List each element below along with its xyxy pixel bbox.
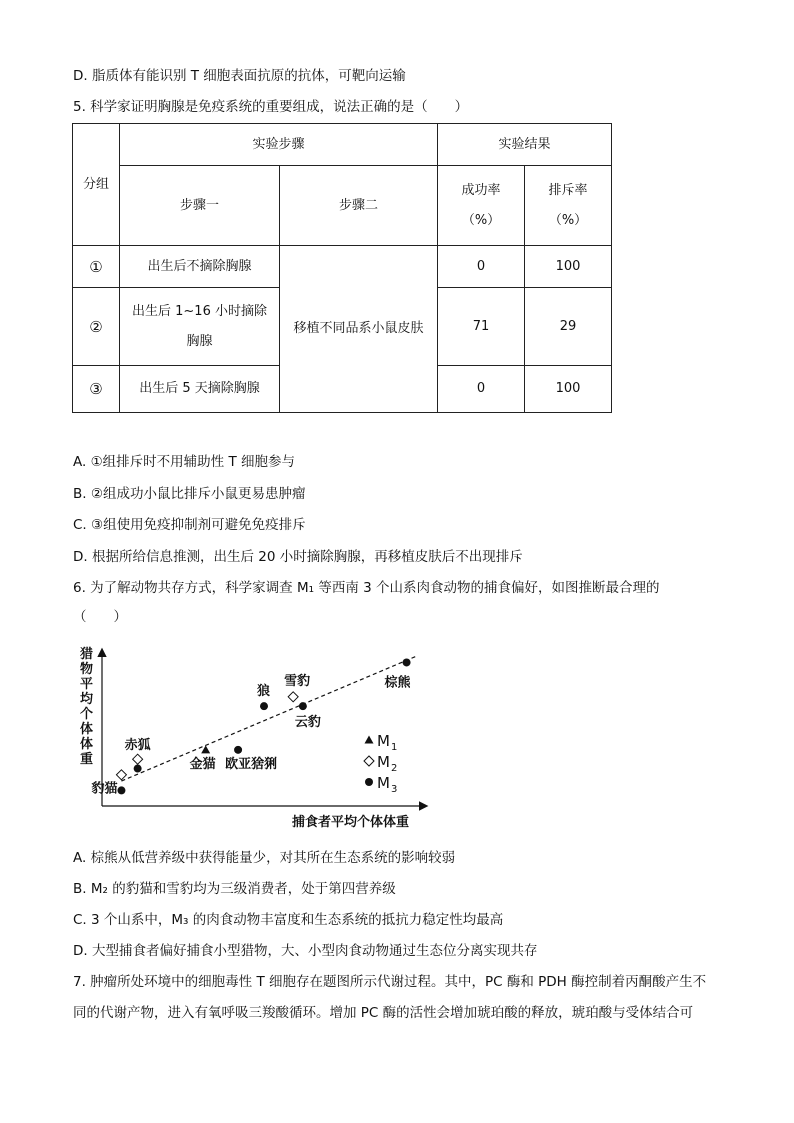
row-reject: 100 [525, 246, 612, 288]
y-label-char: 体 [80, 737, 94, 752]
row-id: ③ [73, 366, 120, 413]
header-results: 实验结果 [438, 124, 612, 166]
point-label: 云豹 [294, 715, 321, 731]
legend-subscript: 3 [391, 784, 398, 795]
point-label: 棕熊 [384, 675, 411, 691]
q5-stem: 5. 科学家证明胸腺是免疫系统的重要组成，说法正确的是（ ） [73, 99, 469, 115]
experiment-table [72, 123, 612, 413]
data-point [134, 765, 142, 773]
legend-marker [365, 736, 374, 744]
point-label: 狼 [257, 684, 271, 700]
y-label-char: 猎 [80, 647, 94, 662]
point-label: 雪豹 [284, 673, 311, 689]
legend-subscript: 2 [391, 763, 398, 774]
shared-step2: 移植不同品系小鼠皮肤 [280, 246, 438, 413]
q5-option-a: A. ①组排斥时不用辅助性 T 细胞参与 [73, 454, 296, 470]
legend-label: M [377, 774, 390, 792]
header-steps: 实验步骤 [120, 124, 438, 166]
q6-option-a: A. 棕熊从低营养级中获得能量少，对其所在生态系统的影响较弱 [73, 850, 456, 866]
reject-label: 排斥率 [548, 182, 588, 198]
legend-marker [365, 778, 373, 786]
data-point [117, 786, 125, 794]
q6-paren: （ ） [73, 609, 127, 625]
q6-stem: 6. 为了解动物共存方式，科学家调查 M₁ 等西南 3 个山系肉食动物的捕食偏好，如图推断最合理的 [73, 580, 660, 596]
y-label-char: 均 [80, 692, 94, 707]
data-point [299, 702, 307, 710]
q7-stem-line1: 7. 肿瘤所处环境中的细胞毒性 T 细胞存在题图所示代谢过程。其中，PC 酶和 PDH 酶控制着丙酮酸产生不 [73, 974, 707, 990]
header-step2: 步骤二 [280, 166, 438, 246]
scatter-chart [72, 640, 452, 840]
q6-option-d: D. 大型捕食者偏好捕食小型猎物，大、小型肉食动物通过生态位分离实现共存 [73, 943, 538, 959]
header-reject [525, 166, 612, 246]
q5-option-b: B. ②组成功小鼠比排斥小鼠更易患肿瘤 [73, 486, 306, 502]
success-unit: （%） [461, 212, 501, 228]
q7-stem-line2: 同的代谢产物，进入有氧呼吸三羧酸循环。增加 PC 酶的活性会增加琥珀酸的释放，琥珀酸与受体结合可 [73, 1005, 694, 1021]
point-label: 金猫 [189, 756, 216, 772]
row-step1: 出生后 1~16 小时摘除 胸腺 [120, 288, 280, 366]
legend-label: M [377, 732, 390, 750]
q4-option-d: D. 脂质体有能识别 T 细胞表面抗原的抗体，可靶向运输 [73, 68, 406, 84]
reject-unit: （%） [548, 212, 588, 228]
header-success [438, 166, 525, 246]
y-label-char: 体 [80, 722, 94, 737]
legend-marker [364, 756, 374, 766]
legend-label: M [377, 753, 390, 771]
point-label: 豹猫 [91, 781, 118, 797]
header-step1: 步骤一 [120, 166, 280, 246]
q5-option-d: D. 根据所给信息推测，出生后 20 小时摘除胸腺，再移植皮肤后不出现排斥 [73, 549, 523, 565]
data-point [403, 658, 411, 666]
y-label-char: 平 [80, 677, 94, 692]
legend [364, 732, 397, 795]
row-id: ② [73, 288, 120, 366]
data-point [201, 745, 210, 753]
data-point [133, 754, 143, 764]
row-step1: 出生后不摘除胸腺 [120, 246, 280, 288]
row-reject: 29 [525, 288, 612, 366]
row-step1: 出生后 5 天摘除胸腺 [120, 366, 280, 413]
y-label-char: 物 [80, 662, 94, 677]
data-point [260, 702, 268, 710]
row-success: 71 [438, 288, 525, 366]
point-label: 赤狐 [124, 738, 151, 754]
data-point [234, 746, 242, 754]
y-label-char: 重 [80, 752, 94, 767]
row-success: 0 [438, 366, 525, 413]
table-row [73, 246, 612, 288]
point-label: 欧亚猞猁 [225, 756, 278, 772]
q6-option-c: C. 3 个山系中，M₃ 的肉食动物丰富度和生态系统的抵抗力稳定性均最高 [73, 912, 504, 928]
data-point [116, 770, 126, 780]
row-id: ① [73, 246, 120, 288]
header-group: 分组 [73, 124, 120, 246]
x-axis-label: 捕食者平均个体体重 [292, 815, 410, 830]
q5-option-c: C. ③组使用免疫抑制剂可避免免疫排斥 [73, 517, 306, 533]
success-label: 成功率 [461, 182, 501, 198]
y-label-char: 个 [80, 707, 94, 722]
q6-option-b: B. M₂ 的豹猫和雪豹均为三级消费者，处于第四营养级 [73, 881, 396, 897]
row-reject: 100 [525, 366, 612, 413]
y-axis-label [79, 646, 94, 767]
data-point [288, 692, 298, 702]
legend-subscript: 1 [391, 742, 398, 753]
row-success: 0 [438, 246, 525, 288]
